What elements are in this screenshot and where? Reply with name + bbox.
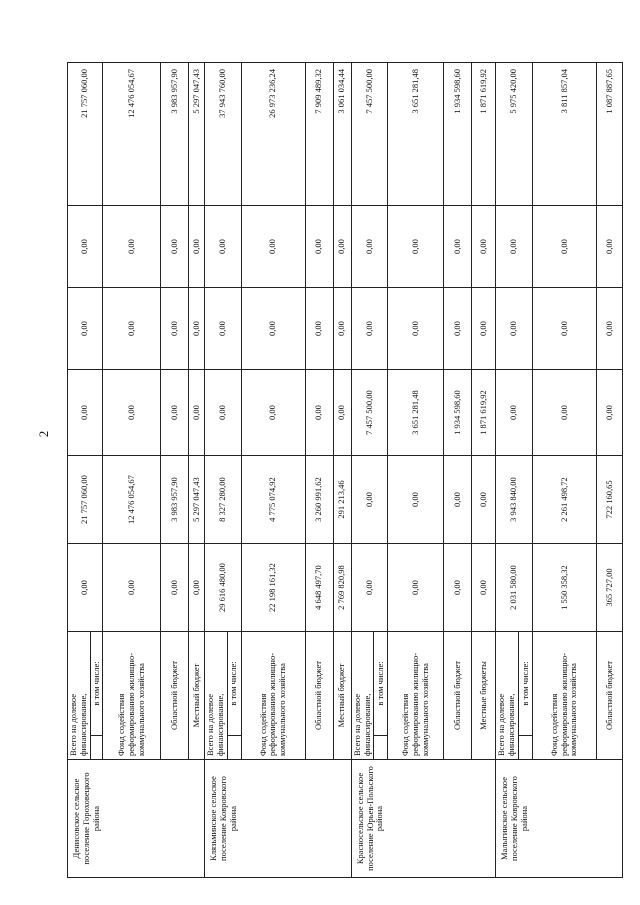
indicator-label: Областной бюджет (305, 632, 333, 760)
subheading-label: в том числе: (374, 632, 388, 736)
value-cell: 0,00 (444, 206, 472, 288)
indent-cell (374, 736, 388, 760)
value-cell: 0,00 (241, 206, 305, 288)
value-cell: 0,00 (496, 206, 533, 288)
value-cell: 2 769 820,98 (333, 544, 351, 632)
value-cell: 0,00 (596, 288, 622, 370)
indicator-label: Всего на долевое финансирование, (68, 632, 91, 760)
value-cell: 0,00 (444, 544, 472, 632)
total-value-cell: 7 909 489,32 (305, 63, 333, 206)
value-cell: 0,00 (205, 370, 242, 456)
total-value-cell: 3 983 957,90 (161, 63, 189, 206)
value-cell: 0,00 (241, 288, 305, 370)
table-row (189, 63, 205, 878)
value-cell: 0,00 (333, 206, 351, 288)
value-cell: 21 757 060,00 (68, 456, 103, 544)
value-cell: 0,00 (205, 288, 242, 370)
value-cell: 291 213,46 (333, 456, 351, 544)
indicator-label: Областной бюджет (596, 632, 622, 760)
value-cell: 0,00 (472, 206, 496, 288)
value-cell: 365 727,00 (596, 544, 622, 632)
value-cell: 3 651 281,48 (388, 370, 444, 456)
value-cell: 0,00 (496, 288, 533, 370)
value-cell: 2 261 498,72 (532, 456, 596, 544)
total-value-cell: 7 457 500,00 (351, 63, 388, 206)
indicator-label: Всего на долевое финансирование, (205, 632, 228, 760)
total-value-cell: 3 061 034,44 (333, 63, 351, 206)
indicator-label: Фонд содействия реформированию жилищно-коммунального хозяйства (241, 632, 305, 760)
value-cell: 5 297 047,43 (189, 456, 205, 544)
municipality-cell: Малыгинское сельское поселение Ковровского района (496, 760, 623, 878)
rotated-table-wrapper (67, 63, 614, 878)
value-cell: 0,00 (241, 370, 305, 456)
total-value-cell: 12 476 054,67 (103, 63, 161, 206)
indicator-label: Областной бюджет (161, 632, 189, 760)
value-cell: 0,00 (68, 370, 103, 456)
indicator-label: Всего на долевое финансирование, (496, 632, 519, 760)
financing-table (67, 62, 623, 878)
table-row (472, 63, 496, 878)
value-cell: 1 550 358,32 (532, 544, 596, 632)
value-cell: 4 775 074,92 (241, 456, 305, 544)
value-cell: 0,00 (333, 370, 351, 456)
value-cell: 0,00 (351, 288, 388, 370)
value-cell: 8 327 280,00 (205, 456, 242, 544)
value-cell: 0,00 (472, 288, 496, 370)
indicator-label: Местный бюджет (333, 632, 351, 760)
value-cell: 0,00 (189, 288, 205, 370)
total-value-cell: 3 811 857,04 (532, 63, 596, 206)
value-cell: 0,00 (472, 456, 496, 544)
subheading-label: в том числе: (227, 632, 241, 736)
value-cell: 0,00 (103, 544, 161, 632)
value-cell: 0,00 (161, 370, 189, 456)
value-cell: 0,00 (103, 288, 161, 370)
table-row (333, 63, 351, 878)
value-cell: 0,00 (161, 544, 189, 632)
value-cell: 0,00 (161, 206, 189, 288)
table-row (532, 63, 596, 878)
table-row (103, 63, 161, 878)
value-cell: 0,00 (532, 206, 596, 288)
indent-cell (227, 736, 241, 760)
value-cell: 0,00 (388, 206, 444, 288)
total-value-cell: 3 651 281,48 (388, 63, 444, 206)
value-cell: 0,00 (351, 544, 388, 632)
value-cell: 3 943 840,00 (496, 456, 533, 544)
total-value-cell: 1 087 887,65 (596, 63, 622, 206)
subheading-label: в том числе: (518, 632, 532, 736)
table-body (68, 63, 623, 878)
value-cell: 0,00 (532, 370, 596, 456)
indicator-label: Всего на долевое финансирование, (351, 632, 374, 760)
total-value-cell: 5 975 420,00 (496, 63, 533, 206)
indent-cell (90, 736, 103, 760)
value-cell: 1 871 619,92 (472, 370, 496, 456)
indicator-label: Фонд содействия реформированию жилищно-коммунального хозяйства (532, 632, 596, 760)
value-cell: 3 260 991,62 (305, 456, 333, 544)
value-cell: 0,00 (189, 544, 205, 632)
value-cell: 0,00 (444, 288, 472, 370)
table-row (305, 63, 333, 878)
indent-cell (518, 736, 532, 760)
value-cell: 0,00 (189, 206, 205, 288)
value-cell: 0,00 (333, 288, 351, 370)
value-cell: 0,00 (388, 288, 444, 370)
value-cell: 0,00 (305, 288, 333, 370)
indicator-label: Местный бюджет (189, 632, 205, 760)
value-cell: 0,00 (103, 206, 161, 288)
value-cell: 0,00 (388, 544, 444, 632)
value-cell: 3 983 957,90 (161, 456, 189, 544)
page-number: 2 (36, 430, 51, 438)
value-cell: 0,00 (205, 206, 242, 288)
value-cell: 0,00 (444, 456, 472, 544)
value-cell: 0,00 (496, 370, 533, 456)
value-cell: 0,00 (68, 288, 103, 370)
value-cell: 0,00 (351, 456, 388, 544)
indicator-label: Областной бюджет (444, 632, 472, 760)
total-value-cell: 1 934 598,60 (444, 63, 472, 206)
value-cell: 0,00 (305, 370, 333, 456)
value-cell: 0,00 (596, 206, 622, 288)
total-value-cell: 5 297 047,43 (189, 63, 205, 206)
total-value-cell: 26 973 236,24 (241, 63, 305, 206)
value-cell: 29 616 480,00 (205, 544, 242, 632)
municipality-cell: Денисовское сельское поселение Гороховецкого района (68, 760, 205, 878)
value-cell: 0,00 (103, 370, 161, 456)
value-cell: 0,00 (472, 544, 496, 632)
value-cell: 0,00 (189, 370, 205, 456)
value-cell: 0,00 (305, 206, 333, 288)
indicator-label: Фонд содействия реформированию жилищно-коммунального хозяйства (103, 632, 161, 760)
table-row (444, 63, 472, 878)
value-cell: 0,00 (596, 370, 622, 456)
value-cell: 0,00 (388, 456, 444, 544)
value-cell: 0,00 (68, 544, 103, 632)
value-cell: 0,00 (351, 206, 388, 288)
value-cell: 4 648 497,70 (305, 544, 333, 632)
value-cell: 0,00 (532, 288, 596, 370)
total-value-cell: 21 757 060,00 (68, 63, 103, 206)
table-row (68, 63, 91, 878)
municipality-cell: Красносельское сельское поселение Юрьев-Польского района (351, 760, 496, 878)
value-cell: 0,00 (68, 206, 103, 288)
municipality-cell: Клязьминское сельское поселение Ковровского района (205, 760, 352, 878)
value-cell: 22 198 161,32 (241, 544, 305, 632)
indicator-label: Фонд содействия реформированию жилищно-коммунального хозяйства (388, 632, 444, 760)
table-row (596, 63, 622, 878)
table-row (388, 63, 444, 878)
value-cell: 1 934 598,60 (444, 370, 472, 456)
value-cell: 722 160,65 (596, 456, 622, 544)
table-row (161, 63, 189, 878)
table-row (241, 63, 305, 878)
table-row (496, 63, 519, 878)
table-row (351, 63, 374, 878)
indicator-label: Местные бюджеты (472, 632, 496, 760)
table-row (205, 63, 228, 878)
value-cell: 2 031 580,00 (496, 544, 533, 632)
value-cell: 7 457 500,00 (351, 370, 388, 456)
value-cell: 0,00 (161, 288, 189, 370)
value-cell: 12 476 054,67 (103, 456, 161, 544)
total-value-cell: 37 943 760,00 (205, 63, 242, 206)
subheading-label: в том числе: (90, 632, 103, 736)
total-value-cell: 1 871 619,92 (472, 63, 496, 206)
